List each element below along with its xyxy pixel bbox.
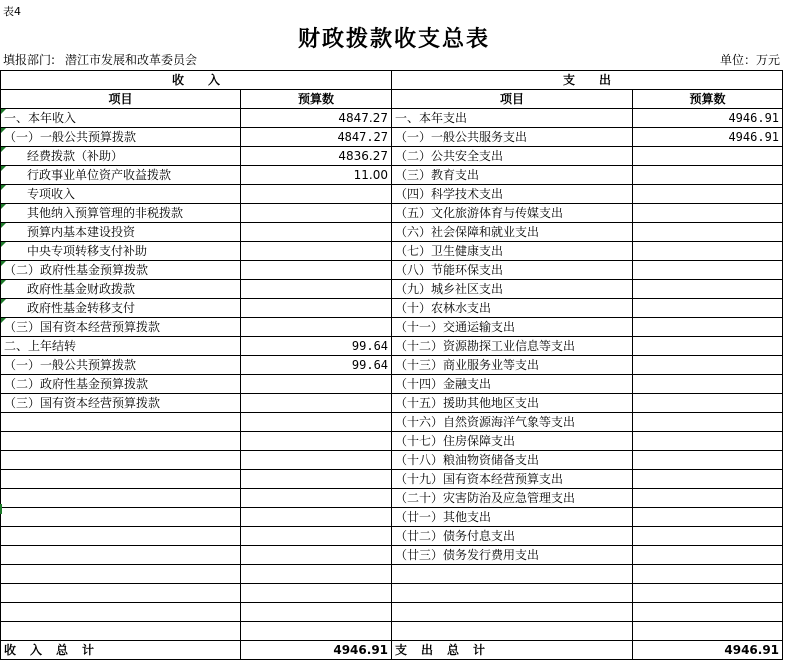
expense-item-cell[interactable] <box>392 584 633 603</box>
income-item-cell[interactable] <box>1 432 241 451</box>
table-row <box>1 204 783 223</box>
expense-item-cell[interactable]: （廿二）债务付息支出 <box>392 527 633 546</box>
income-budget-cell[interactable] <box>241 413 392 432</box>
income-item-cell[interactable] <box>1 470 241 489</box>
income-budget-cell[interactable] <box>241 489 392 508</box>
expense-budget-cell[interactable] <box>633 622 783 641</box>
expense-budget-cell[interactable] <box>633 489 783 508</box>
expense-item-cell[interactable]: （十五）援助其他地区支出 <box>392 394 633 413</box>
expense-item-cell[interactable]: （三）教育支出 <box>392 166 633 185</box>
expense-budget-cell[interactable] <box>633 204 783 223</box>
expense-item-cell[interactable]: （二十）灾害防治及应急管理支出 <box>392 489 633 508</box>
income-budget-cell[interactable] <box>241 299 392 318</box>
income-budget-cell[interactable] <box>241 546 392 565</box>
income-item-cell[interactable]: （二）政府性基金预算拨款 <box>1 261 241 280</box>
expense-total-value[interactable]: 4946.91 <box>633 641 783 660</box>
expense-budget-cell[interactable] <box>633 280 783 299</box>
expense-item-header[interactable]: 项目 <box>392 90 633 109</box>
income-budget-cell[interactable] <box>241 527 392 546</box>
income-item-cell[interactable] <box>1 451 241 470</box>
income-budget-cell[interactable]: 4847.27 <box>241 128 392 147</box>
income-item-header[interactable]: 项目 <box>1 90 241 109</box>
table-row <box>1 451 783 470</box>
expense-item-cell[interactable]: （十六）自然资源海洋气象等支出 <box>392 413 633 432</box>
income-item-cell[interactable] <box>1 508 241 527</box>
expense-item-cell[interactable]: （二）公共安全支出 <box>392 147 633 166</box>
table-row <box>1 546 783 565</box>
expense-item-cell[interactable]: （十四）金融支出 <box>392 375 633 394</box>
income-item-cell[interactable] <box>1 603 241 622</box>
table-row <box>1 166 783 185</box>
table-row <box>1 413 783 432</box>
income-budget-cell[interactable] <box>241 508 392 527</box>
income-item-cell[interactable]: （一）一般公共预算拨款 <box>1 128 241 147</box>
income-item-cell[interactable] <box>1 413 241 432</box>
table-row <box>1 527 783 546</box>
income-item-cell[interactable]: （三）国有资本经营预算拨款 <box>1 318 241 337</box>
income-item-cell[interactable]: 中央专项转移支付补助 <box>1 242 241 261</box>
expense-item-cell[interactable]: （五）文化旅游体育与传媒支出 <box>392 204 633 223</box>
table-row <box>1 470 783 489</box>
expense-item-cell[interactable]: （一）一般公共服务支出 <box>392 128 633 147</box>
income-budget-cell[interactable]: 99.64 <box>241 337 392 356</box>
table-row <box>1 261 783 280</box>
expense-budget-cell[interactable] <box>633 242 783 261</box>
expense-header[interactable]: 支 出 <box>392 71 783 90</box>
income-header[interactable]: 收 入 <box>1 71 392 90</box>
expense-item-cell[interactable]: （十三）商业服务业等支出 <box>392 356 633 375</box>
income-budget-cell[interactable] <box>241 470 392 489</box>
expense-budget-cell[interactable] <box>633 527 783 546</box>
table-row <box>1 603 783 622</box>
income-budget-cell[interactable] <box>241 280 392 299</box>
table-row <box>1 375 783 394</box>
income-budget-cell[interactable] <box>241 318 392 337</box>
income-item-cell[interactable] <box>1 489 241 508</box>
expense-budget-cell[interactable] <box>633 299 783 318</box>
income-item-cell[interactable] <box>1 622 241 641</box>
expense-budget-cell[interactable] <box>633 470 783 489</box>
table-row <box>1 508 783 527</box>
income-item-cell[interactable]: 专项收入 <box>1 185 241 204</box>
income-budget-cell[interactable] <box>241 204 392 223</box>
expense-item-cell[interactable]: （廿一）其他支出 <box>392 508 633 527</box>
table-row <box>1 185 783 204</box>
table-row <box>1 109 783 128</box>
table-row <box>1 280 783 299</box>
expense-budget-cell[interactable] <box>633 356 783 375</box>
income-item-cell[interactable]: 政府性基金财政拨款 <box>1 280 241 299</box>
table-row <box>1 565 783 584</box>
expense-budget-cell[interactable] <box>633 432 783 451</box>
income-budget-cell[interactable] <box>241 394 392 413</box>
income-budget-cell[interactable] <box>241 603 392 622</box>
filler-dept: 潜江市发展和改革委员会 <box>65 53 198 67</box>
income-budget-cell[interactable]: 4836.27 <box>241 147 392 166</box>
expense-item-cell[interactable]: （十二）资源勘探工业信息等支出 <box>392 337 633 356</box>
table-row <box>1 147 783 166</box>
income-item-cell[interactable] <box>1 565 241 584</box>
section-header-row <box>1 71 783 90</box>
income-budget-header[interactable]: 预算数 <box>241 90 392 109</box>
income-budget-cell[interactable] <box>241 451 392 470</box>
expense-budget-cell[interactable] <box>633 375 783 394</box>
table-row <box>1 394 783 413</box>
income-budget-cell[interactable]: 11.00 <box>241 166 392 185</box>
column-header-row <box>1 90 783 109</box>
income-item-cell[interactable]: 行政事业单位资产收益拨款 <box>1 166 241 185</box>
expense-item-cell[interactable] <box>392 565 633 584</box>
expense-item-cell[interactable]: 一、本年支出 <box>392 109 633 128</box>
expense-item-cell[interactable]: （十）农林水支出 <box>392 299 633 318</box>
income-budget-cell[interactable] <box>241 261 392 280</box>
income-budget-cell[interactable] <box>241 584 392 603</box>
income-item-cell[interactable] <box>1 584 241 603</box>
expense-budget-cell[interactable] <box>633 565 783 584</box>
income-item-cell[interactable]: 二、上年结转 <box>1 337 241 356</box>
income-budget-cell[interactable] <box>241 242 392 261</box>
table-row <box>1 223 783 242</box>
page-title: 财政拨款收支总表 <box>297 26 490 52</box>
income-budget-cell[interactable] <box>241 565 392 584</box>
income-item-cell[interactable]: 政府性基金转移支付 <box>1 299 241 318</box>
expense-budget-cell[interactable] <box>633 394 783 413</box>
table-row <box>1 584 783 603</box>
income-item-cell[interactable]: （二）政府性基金预算拨款 <box>1 375 241 394</box>
table-row <box>1 128 783 147</box>
expense-budget-cell[interactable] <box>633 147 783 166</box>
income-budget-cell[interactable] <box>241 375 392 394</box>
table-row <box>1 242 783 261</box>
table-row <box>1 337 783 356</box>
filler-info <box>3 51 197 68</box>
expense-budget-cell[interactable]: 4946.91 <box>633 109 783 128</box>
table-row <box>1 299 783 318</box>
filler-label: 填报部门: <box>3 53 56 67</box>
row-marker <box>0 504 2 514</box>
expense-budget-header[interactable]: 预算数 <box>633 90 783 109</box>
table-row <box>1 318 783 337</box>
income-item-cell[interactable] <box>1 546 241 565</box>
expense-item-cell[interactable]: （十七）住房保障支出 <box>392 432 633 451</box>
table-row <box>1 489 783 508</box>
expense-budget-cell[interactable]: 4946.91 <box>633 128 783 147</box>
income-budget-cell[interactable] <box>241 432 392 451</box>
income-budget-cell[interactable] <box>241 223 392 242</box>
expense-item-cell[interactable]: （四）科学技术支出 <box>392 185 633 204</box>
expense-item-cell[interactable] <box>392 603 633 622</box>
expense-item-cell[interactable] <box>392 622 633 641</box>
income-budget-cell[interactable]: 99.64 <box>241 356 392 375</box>
expense-budget-cell[interactable] <box>633 185 783 204</box>
table-row <box>1 356 783 375</box>
expense-budget-cell[interactable] <box>633 451 783 470</box>
income-item-cell[interactable]: 经费拨款（补助） <box>1 147 241 166</box>
totals-row <box>1 641 783 660</box>
expense-budget-cell[interactable] <box>633 546 783 565</box>
unit-label: 单位：万元 <box>719 53 780 67</box>
expense-budget-cell[interactable] <box>633 318 783 337</box>
expense-item-cell[interactable]: （六）社会保障和就业支出 <box>392 223 633 242</box>
income-total-value[interactable]: 4946.91 <box>241 641 392 660</box>
expense-item-cell[interactable]: （十一）交通运输支出 <box>392 318 633 337</box>
expense-budget-cell[interactable] <box>633 508 783 527</box>
income-item-cell[interactable]: 预算内基本建设投资 <box>1 223 241 242</box>
income-item-cell[interactable]: （一）一般公共预算拨款 <box>1 356 241 375</box>
table-row <box>1 432 783 451</box>
income-item-cell[interactable] <box>1 527 241 546</box>
expense-item-cell[interactable]: （十九）国有资本经营预算支出 <box>392 470 633 489</box>
income-total-label[interactable]: 收入总计 <box>1 641 241 660</box>
expense-budget-cell[interactable] <box>633 413 783 432</box>
expense-item-cell[interactable]: （八）节能环保支出 <box>392 261 633 280</box>
expense-total-label[interactable]: 支出总计 <box>392 641 633 660</box>
income-budget-cell[interactable] <box>241 622 392 641</box>
expense-budget-cell[interactable] <box>633 603 783 622</box>
expense-budget-cell[interactable] <box>633 166 783 185</box>
income-item-cell[interactable]: 其他纳入预算管理的非税拨款 <box>1 204 241 223</box>
expense-budget-cell[interactable] <box>633 584 783 603</box>
income-item-cell[interactable]: （三）国有资本经营预算拨款 <box>1 394 241 413</box>
expense-item-cell[interactable]: （十八）粮油物资储备支出 <box>392 451 633 470</box>
table-row <box>1 622 783 641</box>
budget-table <box>0 70 783 660</box>
income-item-cell[interactable]: 一、本年收入 <box>1 109 241 128</box>
expense-item-cell[interactable]: （七）卫生健康支出 <box>392 242 633 261</box>
expense-budget-cell[interactable] <box>633 223 783 242</box>
expense-budget-cell[interactable] <box>633 337 783 356</box>
income-budget-cell[interactable]: 4847.27 <box>241 109 392 128</box>
income-budget-cell[interactable] <box>241 185 392 204</box>
expense-item-cell[interactable]: （廿三）债务发行费用支出 <box>392 546 633 565</box>
expense-budget-cell[interactable] <box>633 261 783 280</box>
expense-item-cell[interactable]: （九）城乡社区支出 <box>392 280 633 299</box>
table-number: 表4 <box>3 5 21 18</box>
